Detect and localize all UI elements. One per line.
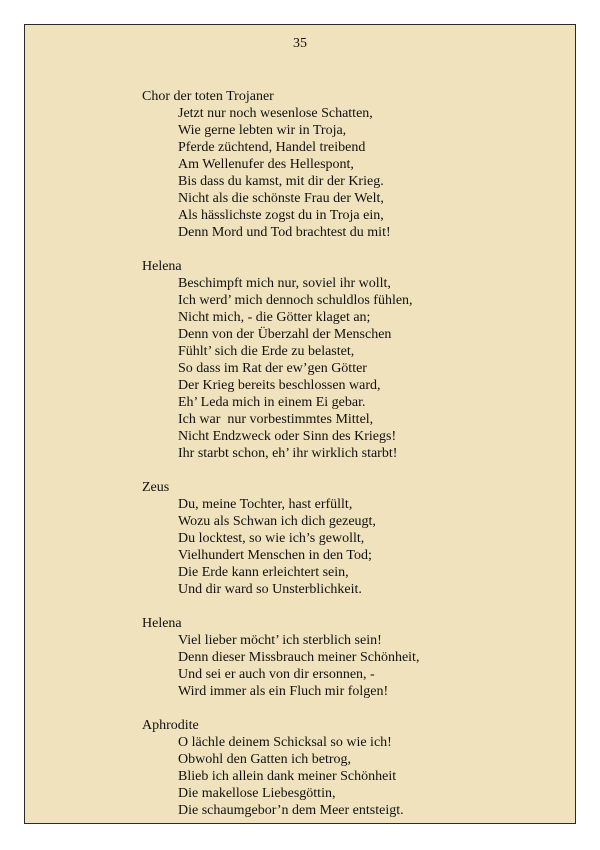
speaker-name: Chor der toten Trojaner xyxy=(142,89,274,104)
verse-line: Am Wellenufer des Hellespont, xyxy=(178,157,354,172)
verse-line: Und sei er auch von dir ersonnen, - xyxy=(178,667,375,682)
verse-line: Obwohl den Gatten ich betrog, xyxy=(178,752,352,767)
speaker-name: Helena xyxy=(142,259,182,274)
verse-line: Vielhundert Menschen in den Tod; xyxy=(178,548,372,563)
verse-line: Jetzt nur noch wesenlose Schatten, xyxy=(178,106,373,121)
verse-lines xyxy=(178,734,562,819)
verse-lines xyxy=(178,105,562,241)
verse-line: Du locktest, so wie ich’s gewollt, xyxy=(178,531,365,546)
verse-line: Nicht mich, - die Götter klaget an; xyxy=(178,310,371,325)
verse-line: Du, meine Tochter, hast erfüllt, xyxy=(178,497,353,512)
verse-lines xyxy=(178,496,562,598)
verse-lines xyxy=(178,275,562,462)
verse-line: Wozu als Schwan ich dich gezeugt, xyxy=(178,514,376,529)
verse-line: Und dir ward so Unsterblichkeit. xyxy=(178,582,362,597)
verse-line: Nicht Endzweck oder Sinn des Kriegs! xyxy=(178,429,397,444)
verse-line: Denn von der Überzahl der Menschen xyxy=(178,327,392,342)
verse-line: Eh’ Leda mich in einem Ei gebar. xyxy=(178,395,366,410)
verse-block-chor xyxy=(142,88,562,241)
verse-line: Wird immer als ein Fluch mir folgen! xyxy=(178,684,389,699)
verse-line: Bis dass du kamst, mit dir der Krieg. xyxy=(178,174,384,189)
verse-block-aphrodite xyxy=(142,717,562,819)
verse-line: O lächle deinem Schicksal so wie ich! xyxy=(178,735,392,750)
verse-line: Denn Mord und Tod brachtest du mit! xyxy=(178,225,391,240)
verse-line: Als hässlichste zogst du in Troja ein, xyxy=(178,208,384,223)
verse-line: Beschimpft mich nur, soviel ihr wollt, xyxy=(178,276,391,291)
verse-block-helena-2 xyxy=(142,615,562,700)
verse-line: Die Erde kann erleichtert sein, xyxy=(178,565,349,580)
verse-line: Der Krieg bereits beschlossen ward, xyxy=(178,378,381,393)
verse-line: Ich werd’ mich dennoch schuldlos fühlen, xyxy=(178,293,413,308)
verse-line: So dass im Rat der ew’gen Götter xyxy=(178,361,367,376)
verse-line: Blieb ich allein dank meiner Schönheit xyxy=(178,769,397,784)
verse-line: Denn dieser Missbrauch meiner Schönheit, xyxy=(178,650,420,665)
poem-content xyxy=(142,88,562,836)
verse-line: Ich war nur vorbestimmtes Mittel, xyxy=(178,412,374,427)
verse-lines xyxy=(178,632,562,700)
verse-line: Pferde züchtend, Handel treibend xyxy=(178,140,366,155)
speaker-name: Aphrodite xyxy=(142,718,199,733)
verse-block-helena xyxy=(142,258,562,462)
speaker-name: Zeus xyxy=(142,480,170,495)
page-number: 35 xyxy=(293,36,307,51)
verse-line: Die makellose Liebesgöttin, xyxy=(178,786,336,801)
page xyxy=(24,24,576,824)
verse-line: Nicht als die schönste Frau der Welt, xyxy=(178,191,384,206)
verse-line: Fühlt’ sich die Erde zu belastet, xyxy=(178,344,355,359)
verse-line: Ihr starbt schon, eh’ ihr wirklich starbt! xyxy=(178,446,398,461)
verse-line: Wie gerne lebten wir in Troja, xyxy=(178,123,347,138)
verse-block-zeus xyxy=(142,479,562,598)
speaker-name: Helena xyxy=(142,616,182,631)
verse-line: Viel lieber möcht’ ich sterblich sein! xyxy=(178,633,382,648)
verse-line: Die schaumgebor’n dem Meer entsteigt. xyxy=(178,803,404,818)
